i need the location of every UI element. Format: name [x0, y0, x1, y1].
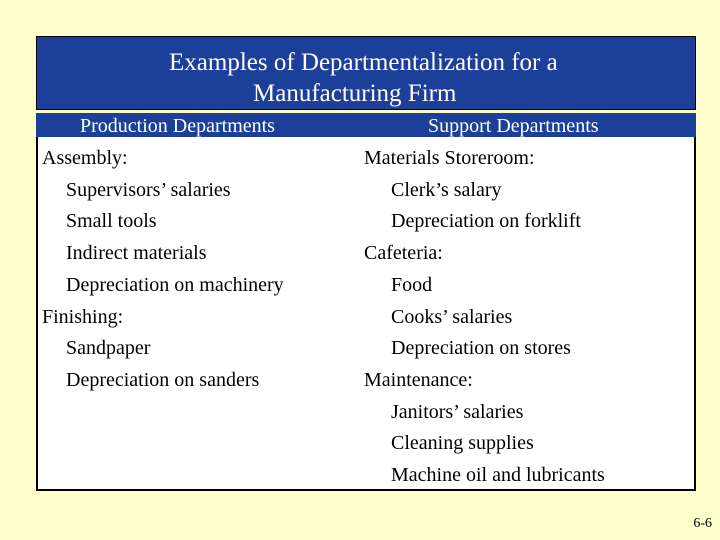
list-item: Cooks’ salaries	[391, 305, 513, 328]
slide-title-line-2: Manufacturing Firm	[253, 80, 457, 107]
list-item: Small tools	[66, 210, 157, 233]
list-item: Indirect materials	[66, 242, 207, 265]
list-item: Depreciation on forklift	[391, 210, 581, 233]
list-item: Cafeteria:	[364, 242, 443, 265]
page-number: 6-6	[693, 516, 712, 531]
header-support-departments: Support Departments	[428, 115, 599, 137]
list-item: Cleaning supplies	[391, 432, 534, 455]
list-item: Finishing:	[42, 305, 124, 328]
list-item: Janitors’ salaries	[391, 400, 524, 423]
table-header-row	[36, 113, 696, 137]
list-item: Depreciation on sanders	[66, 368, 260, 391]
support-departments-column	[364, 143, 605, 492]
list-item: Materials Storeroom:	[364, 147, 535, 169]
slide-title-line-1: Examples of Departmentalization for a	[169, 49, 558, 76]
list-item: Machine oil and lubricants	[391, 464, 605, 487]
list-item: Food	[391, 273, 433, 296]
list-item: Depreciation on stores	[391, 337, 571, 360]
list-item: Clerk’s salary	[391, 178, 502, 201]
list-item: Maintenance:	[364, 368, 473, 391]
list-item: Supervisors’ salaries	[66, 178, 231, 201]
list-item: Depreciation on machinery	[66, 273, 284, 296]
slide-title	[36, 36, 696, 110]
list-item: Assembly:	[42, 147, 128, 169]
header-production-departments: Production Departments	[80, 115, 275, 137]
list-item: Sandpaper	[66, 337, 151, 360]
production-departments-column	[42, 143, 284, 397]
